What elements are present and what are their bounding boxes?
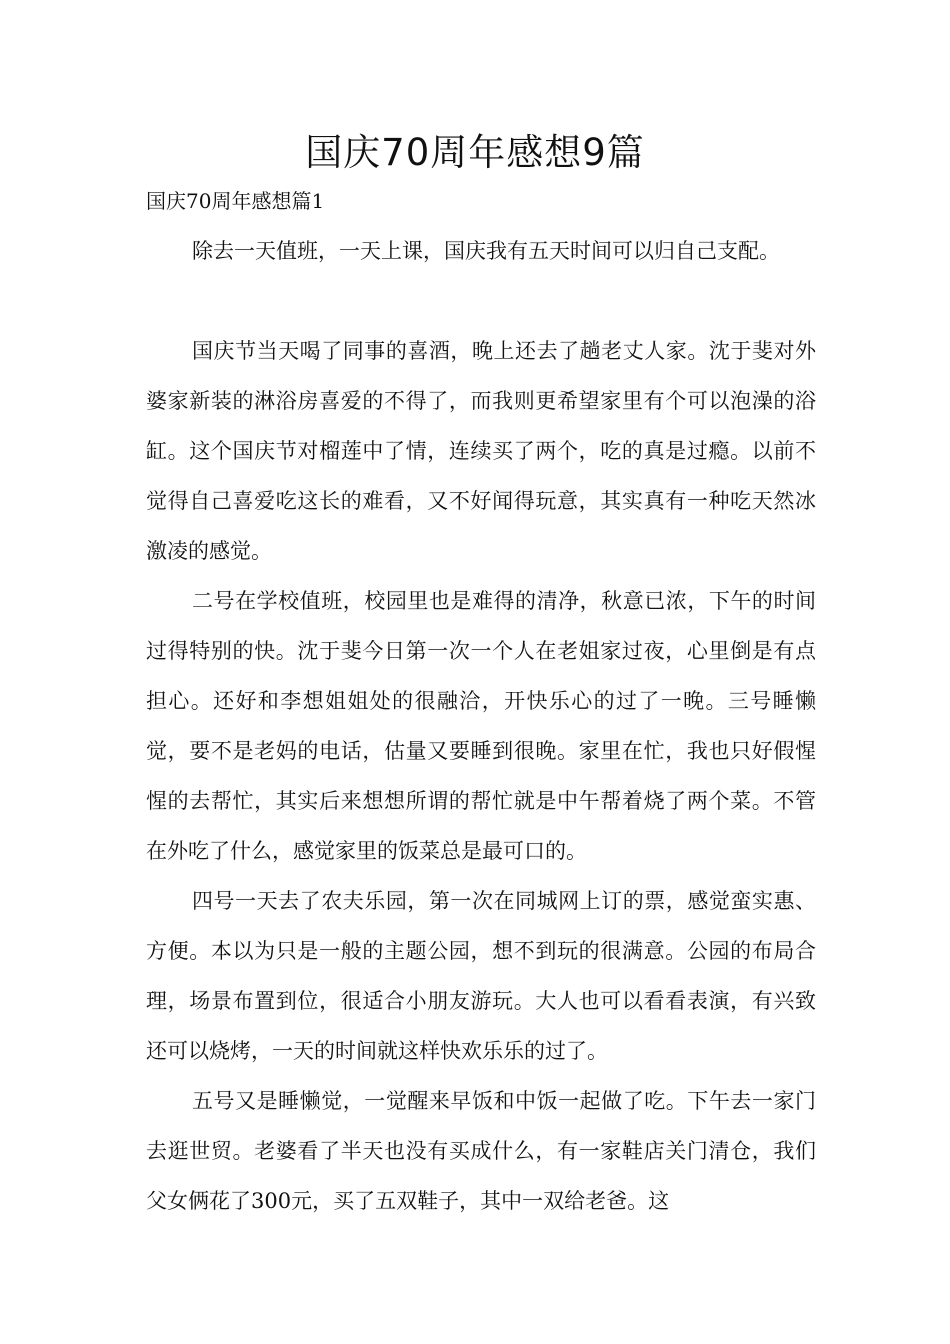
section-heading: 国庆70周年感想篇1 <box>146 189 325 213</box>
document-title: 国庆70周年感想9篇 <box>305 131 645 174</box>
paragraph-2: 国庆节当天喝了同事的喜酒，晚上还去了趟老丈人家。沈于斐对外婆家新装的淋浴房喜爱的不得了，而我则更希望家里有个可以泡澡的浴缸。这个国庆节对榴莲中了情，连续买了两个，吃的真是过瘾。以前不觉得自己喜爱吃这长的难看，又不好闻得玩意，其实真有一种吃天然冰激凌的感觉。 <box>146 339 816 563</box>
paragraph-5: 五号又是睡懒觉，一觉醒来早饭和中饭一起做了吃。下午去一家门去逛世贸。老婆看了半天也没有买成什么，有一家鞋店关门清仓，我们父女俩花了300元，买了五双鞋子，其中一双给老爸。这 <box>146 1089 816 1213</box>
paragraph-4: 四号一天去了农夫乐园，第一次在同城网上订的票，感觉蛮实惠、方便。本以为只是一般的主题公园，想不到玩的很满意。公园的布局合理，场景布置到位，很适合小朋友游玩。大人也可以看看表演，有兴致还可以烧烤，一天的时间就这样快欢乐乐的过了。 <box>146 889 816 1063</box>
paragraph-3: 二号在学校值班，校园里也是难得的清净，秋意已浓，下午的时间过得特别的快。沈于斐今日第一次一个人在老姐家过夜，心里倒是有点担心。还好和李想姐姐处的很融洽，开快乐心的过了一晚。三号睡懒觉，要不是老妈的电话，估量又要睡到很晚。家里在忙，我也只好假惺惺的去帮忙，其实后来想想所谓的帮忙就是中午帮着烧了两个菜。不管在外吃了什么，感觉家里的饭菜总是最可口的。 <box>146 589 816 863</box>
paragraph-1: 除去一天值班，一天上课，国庆我有五天时间可以归自己支配。 <box>192 239 780 263</box>
